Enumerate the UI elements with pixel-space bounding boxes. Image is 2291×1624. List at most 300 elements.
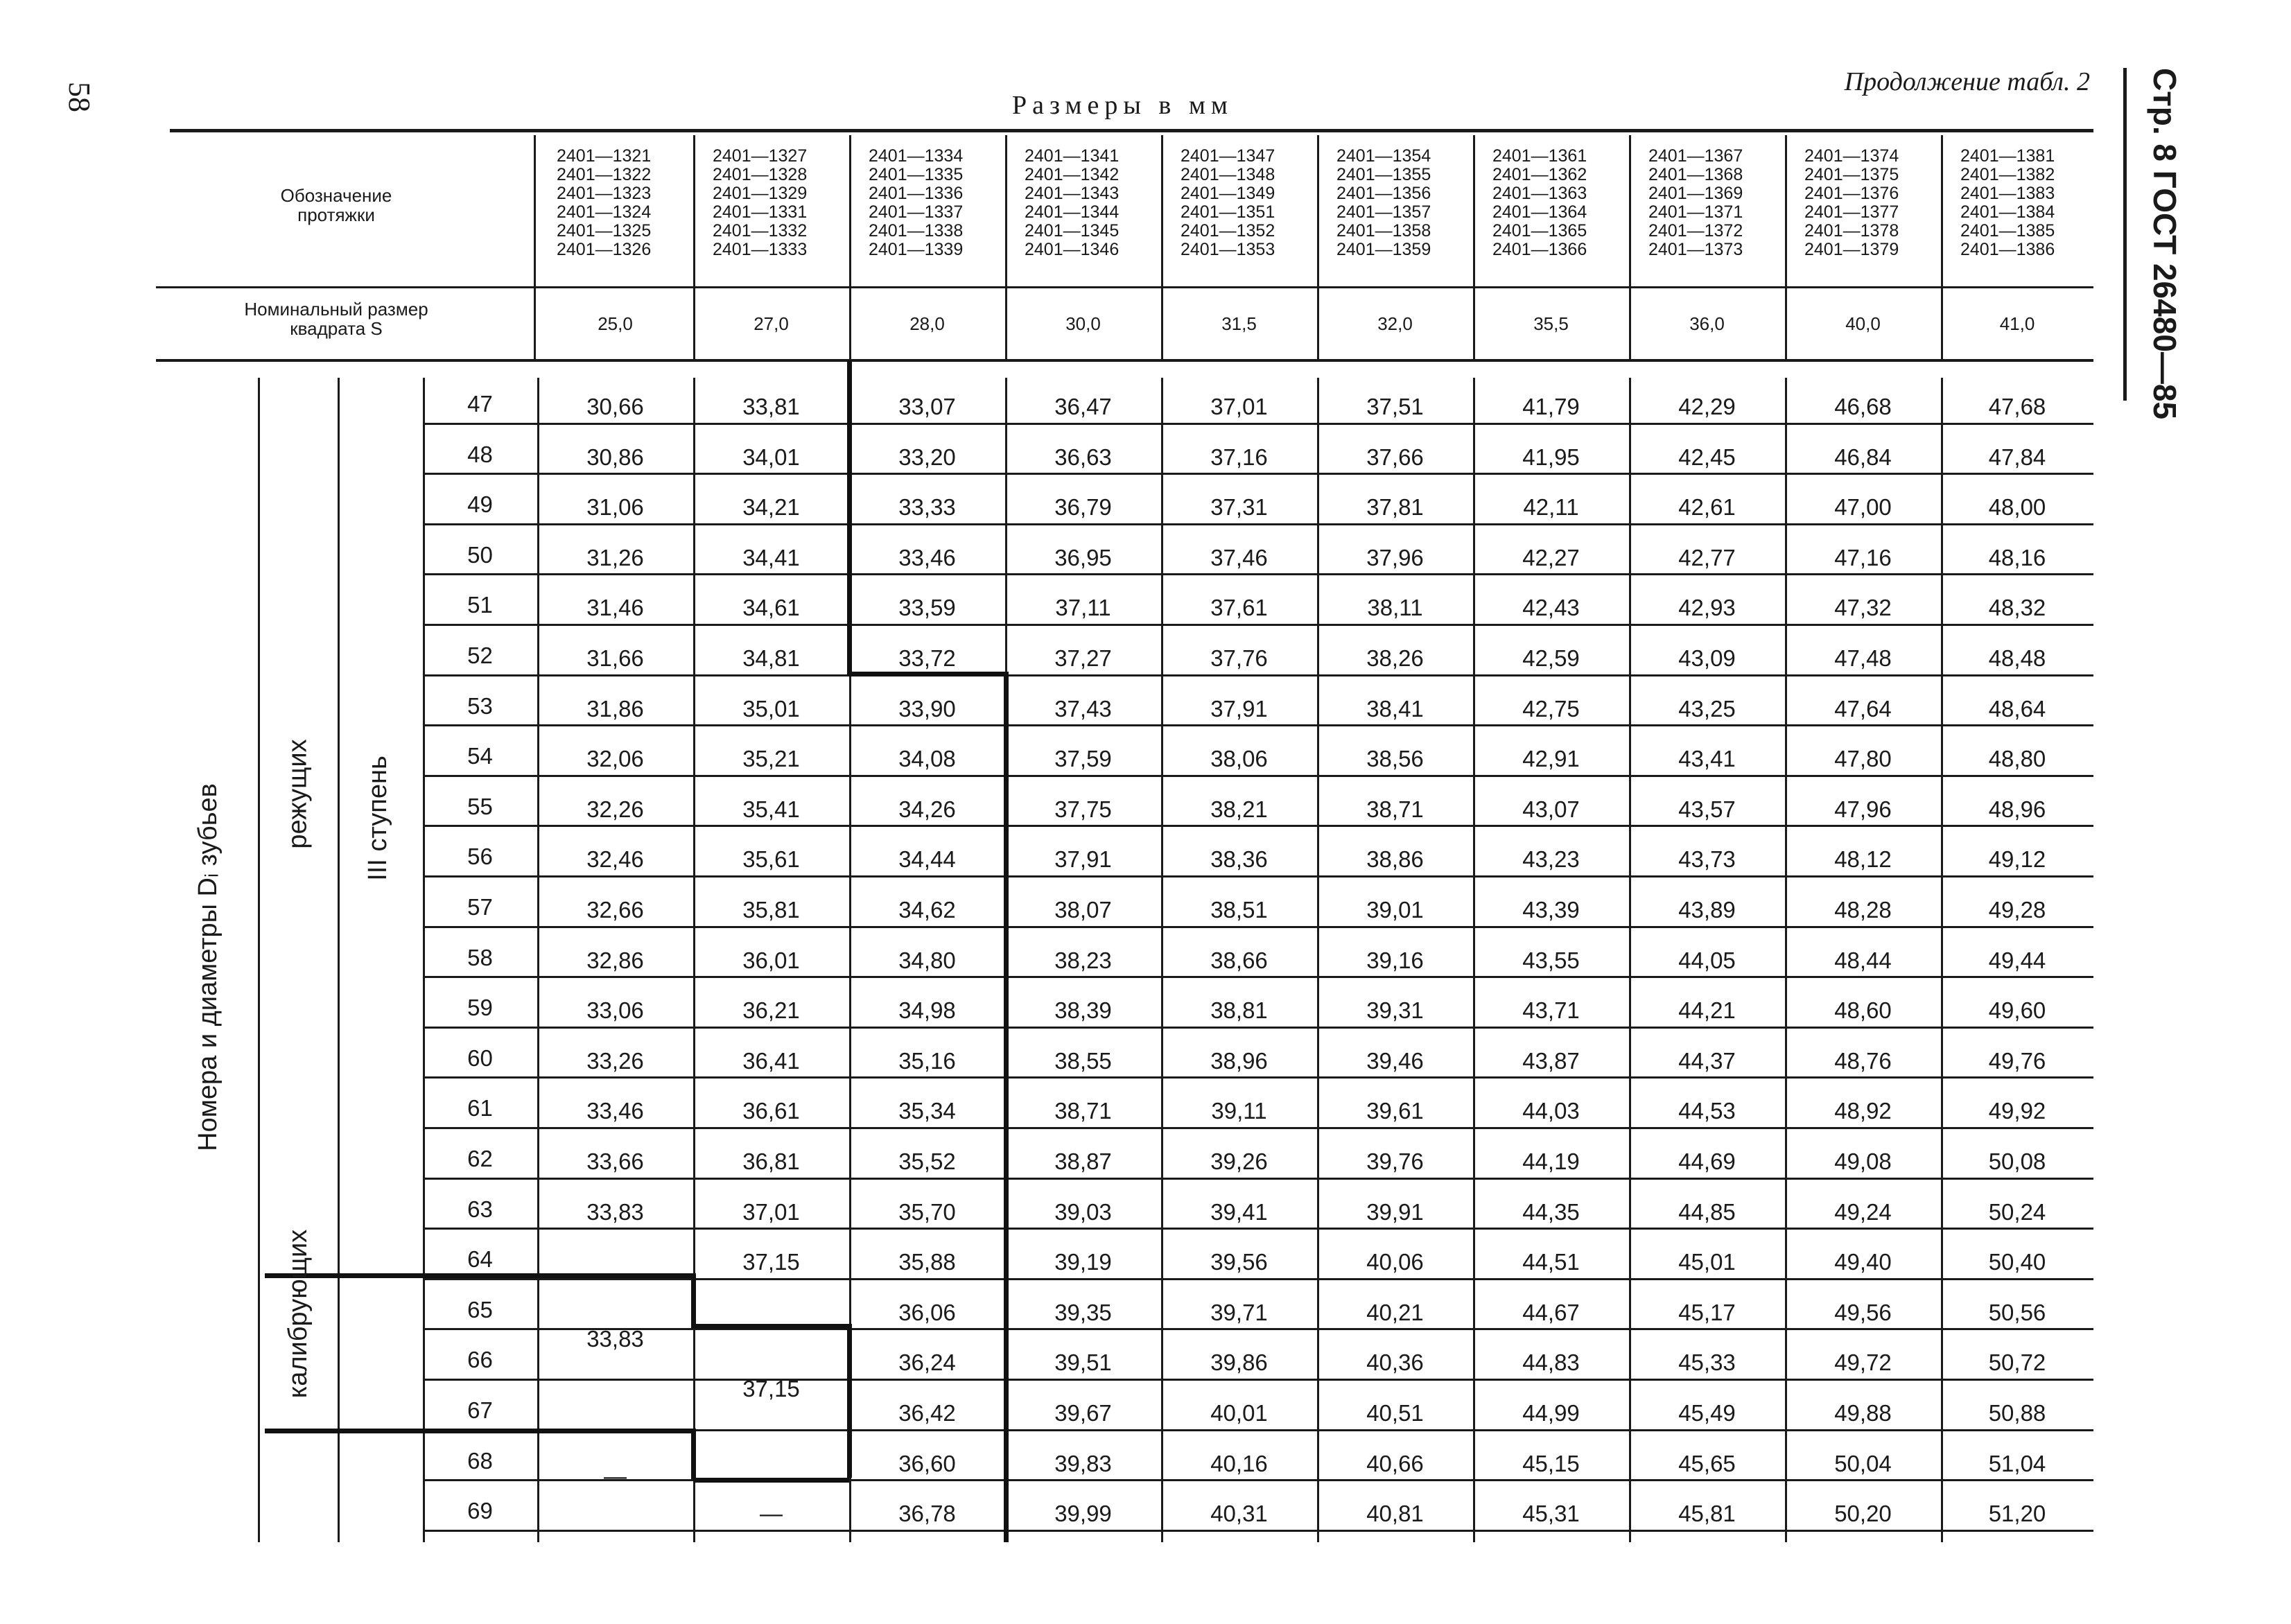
diameter-cell: 43,73 [1678,846,1736,873]
header-separator [534,135,536,359]
row-group-label: Номера и диаметры Dᵢ зубьев [193,783,223,1151]
diameter-cell: 39,16 [1366,947,1424,973]
diameter-cell: 36,60 [898,1450,956,1476]
diameter-cell: 38,55 [1054,1047,1112,1074]
tooth-number: 66 [467,1347,493,1373]
diameter-cell: 48,12 [1834,846,1892,873]
diameter-cell: 37,91 [1054,846,1112,873]
diameter-cell: 45,15 [1522,1450,1580,1476]
diameter-cell: 48,80 [1988,746,2046,772]
diameter-cell: 38,87 [1054,1149,1112,1174]
diameter-cell: 43,09 [1678,645,1736,671]
row-rule [423,1278,2093,1280]
diameter-cell: 36,63 [1054,444,1112,470]
broach-code: 2401—1383 [1960,184,2055,203]
diameter-cell: 40,66 [1366,1450,1424,1476]
diameter-cell: 48,60 [1834,997,1892,1024]
broach-code: 2401—1343 [1025,184,1120,203]
diameter-cell: 50,40 [1988,1249,2046,1275]
diameter-cell: 36,61 [742,1098,800,1124]
diameter-cell: 47,84 [1988,444,2046,470]
broach-code: 2401—1378 [1804,221,1899,241]
diameter-cell: 32,06 [586,746,644,772]
broach-code: 2401—1338 [869,221,964,241]
merged-calibrating-value-25: 33,83 [586,1325,644,1352]
diameter-cell: 43,39 [1522,897,1580,923]
diameter-cell: 45,17 [1678,1299,1736,1325]
column-codes [1336,147,1468,259]
diameter-cell: 44,53 [1678,1098,1736,1124]
diameter-cell: 47,32 [1834,595,1892,621]
tooth-number: 47 [467,391,493,417]
broach-code: 2401—1358 [1336,221,1431,241]
row-rule [423,976,2093,978]
diameter-cell: 37,51 [1366,394,1424,419]
step-boundary [1004,672,1009,1542]
diameter-cell: 36,79 [1054,494,1112,521]
calibrating-teeth-label: калибрующих [283,1229,313,1398]
diameter-cell: 37,15 [742,1249,800,1275]
diameter-cell: 42,59 [1522,645,1580,671]
diameter-cell: 37,75 [1054,796,1112,822]
broach-code: 2401—1354 [1336,146,1431,166]
diameter-cell: 45,65 [1678,1450,1736,1476]
step-boundary [847,672,1005,676]
diameter-cell: 39,51 [1054,1350,1112,1376]
column-codes [557,147,688,259]
tooth-number: 68 [467,1447,493,1474]
diameter-cell: 42,11 [1523,494,1579,521]
diameter-cell: 43,55 [1522,947,1580,973]
broach-code: 2401—1368 [1648,165,1743,184]
diameter-cell: 34,08 [898,746,956,772]
diameter-cell: 46,68 [1834,394,1892,419]
diameter-cell: 36,95 [1054,544,1112,570]
diameter-cell: 36,41 [742,1047,800,1074]
diameter-cell: 47,64 [1834,695,1892,722]
broach-code: 2401—1357 [1336,202,1431,222]
diameter-cell: 44,21 [1678,997,1736,1024]
diameter-cell: 37,31 [1210,494,1268,521]
diameter-cell: 35,52 [898,1149,956,1174]
row-rule [423,523,2093,525]
diameter-cell: 45,81 [1678,1501,1736,1527]
nominal-size-value: 25,0 [598,313,633,334]
stage-label: III ступень [363,755,392,881]
diameter-cell: 47,48 [1834,645,1892,671]
diameter-cell: 36,78 [898,1501,956,1527]
diameter-cell: 49,56 [1834,1299,1892,1325]
diameter-cell: 40,06 [1366,1249,1424,1275]
row-rule [423,1228,2093,1230]
row-rule [423,775,2093,777]
broach-code: 2401—1384 [1960,202,2055,222]
diameter-cell: 39,26 [1210,1149,1268,1174]
diameter-cell: 33,33 [898,494,956,521]
diameter-cell: 46,84 [1834,444,1892,470]
diameter-cell: 35,01 [742,695,800,722]
diameter-cell: 47,16 [1834,544,1892,570]
diameter-cell: 33,59 [898,595,956,621]
step-boundary [691,1429,696,1479]
broach-code: 2401—1353 [1181,240,1275,259]
diameter-cell: 37,59 [1054,746,1112,772]
diameter-cell: 33,81 [742,394,800,419]
diameter-cell: 31,86 [586,695,644,722]
diameter-cell: 44,99 [1522,1400,1580,1426]
tooth-number: 58 [467,944,493,970]
row-group-border [258,378,260,1542]
diameter-cell: 36,47 [1054,394,1112,419]
diameter-cell: 39,46 [1366,1047,1424,1074]
diameter-cell: 48,48 [1988,645,2046,671]
diameter-cell: 34,81 [742,645,800,671]
diameter-cell: 50,72 [1988,1350,2046,1376]
diameter-cell: 43,41 [1678,746,1736,772]
diameter-cell: 31,06 [586,494,644,521]
diameter-cell: 37,76 [1210,645,1268,671]
diameter-cell: 32,86 [586,947,644,973]
top-rule [170,129,2093,132]
broach-code: 2401—1386 [1960,240,2055,259]
row-rule [423,1027,2093,1029]
row-rule [423,624,2093,626]
diameter-cell: 45,31 [1522,1501,1580,1527]
diameter-cell: 36,06 [898,1299,956,1325]
diameter-cell: 42,91 [1522,746,1580,772]
diameter-cell: 41,79 [1522,394,1580,419]
tooth-number: 53 [467,692,493,719]
diameter-cell: 40,21 [1366,1299,1424,1325]
diameter-cell: 44,37 [1678,1047,1736,1074]
diameter-cell: 49,92 [1988,1098,2046,1124]
diameter-cell: 38,71 [1054,1098,1112,1124]
diameter-cell: 37,66 [1366,444,1424,470]
diameter-cell: 42,29 [1678,394,1736,419]
diameter-cell: 50,20 [1834,1501,1892,1527]
diameter-cell: 34,44 [898,846,956,873]
diameter-cell: 48,28 [1834,897,1892,923]
tooth-number: 61 [467,1095,493,1121]
diameter-cell: 42,27 [1522,544,1580,570]
diameter-cell: 43,87 [1522,1047,1580,1074]
diameter-cell: 37,81 [1366,494,1424,521]
diameter-cell: 38,86 [1366,846,1424,873]
diameter-cell: 33,07 [898,394,956,419]
step-boundary [265,1429,693,1433]
tooth-number: 50 [467,541,493,568]
broach-code: 2401—1336 [869,184,964,203]
diameter-cell: 51,04 [1988,1450,2046,1476]
broach-code: 2401—1327 [713,146,808,166]
diameter-cell: 43,57 [1678,796,1736,822]
tooth-number: 56 [467,844,493,870]
column-codes [713,147,844,259]
tooth-number: 69 [467,1498,493,1524]
diameter-cell: 39,99 [1054,1501,1112,1527]
diameter-cell: 49,44 [1988,947,2046,973]
diameter-cell: 48,64 [1988,695,2046,722]
header-bottom-rule [156,359,2093,362]
diameter-cell: 35,21 [742,746,800,772]
row-rule [423,1178,2093,1180]
diameter-cell: 33,66 [586,1149,644,1174]
diameter-cell: 42,93 [1678,595,1736,621]
step-boundary [691,1324,849,1329]
broach-code: 2401—1337 [869,202,964,222]
diameter-cell: 35,61 [742,846,800,873]
diameter-cell: 39,19 [1054,1249,1112,1275]
diameter-cell: 50,04 [1834,1450,1892,1476]
broach-code: 2401—1374 [1804,146,1899,166]
diameter-cell: 32,46 [586,846,644,873]
diameter-cell: 31,26 [586,544,644,570]
tooth-number: 51 [467,592,493,618]
diameter-cell: 33,06 [586,997,644,1024]
diameter-cell: 39,86 [1210,1350,1268,1376]
diameter-cell: 39,41 [1210,1198,1268,1225]
diameter-cell: 37,01 [1210,394,1268,419]
broach-code: 2401—1352 [1181,221,1275,241]
broach-code: 2401—1375 [1804,165,1899,184]
diameter-cell: 39,83 [1054,1450,1112,1476]
diameter-cell: 44,85 [1678,1198,1736,1225]
diameter-cell: 39,61 [1366,1098,1424,1124]
diameter-cell: 37,43 [1054,695,1112,722]
diameter-cell: 34,61 [742,595,800,621]
tooth-number: 57 [467,894,493,920]
diameter-cell: 43,71 [1522,997,1580,1024]
step-boundary [847,360,852,673]
diameter-cell: 33,46 [898,544,956,570]
diameter-cell: 32,66 [586,897,644,923]
diameter-cell: 49,40 [1834,1249,1892,1275]
diameter-cell: 44,03 [1522,1098,1580,1124]
diameter-cell: 33,26 [586,1047,644,1074]
diameter-cell: 38,36 [1210,846,1268,873]
diameter-cell: 37,01 [742,1198,800,1225]
broach-code: 2401—1321 [557,146,652,166]
row-rule [423,1127,2093,1129]
diameter-cell: 50,56 [1988,1299,2046,1325]
diameter-cell: 36,24 [898,1350,956,1376]
broach-code: 2401—1361 [1492,146,1587,166]
diameter-cell: 42,77 [1678,544,1736,570]
column-codes [1181,147,1312,259]
diameter-cell: 40,51 [1366,1400,1424,1426]
broach-code: 2401—1372 [1648,221,1743,241]
nominal-size-value: 36,0 [1689,313,1725,334]
page-number: 58 [62,82,96,112]
row-rule [423,926,2093,928]
row-group-border [338,378,340,1542]
diameter-cell: 39,76 [1366,1149,1424,1174]
nominal-size-value: 41,0 [1999,313,2035,334]
designation-header: Обозначение протяжки [280,185,392,225]
row-rule [423,573,2093,575]
diameter-cell: 38,71 [1366,796,1424,822]
broach-code: 2401—1377 [1804,202,1899,222]
diameter-cell: 40,36 [1366,1350,1424,1376]
broach-code: 2401—1328 [713,165,808,184]
broach-code: 2401—1325 [557,221,652,241]
nominal-size-value: 35,5 [1533,313,1569,334]
diameter-cell: 48,32 [1988,595,2046,621]
diameter-cell: 40,01 [1210,1400,1268,1426]
diameter-cell: 34,41 [742,544,800,570]
diameter-cell: 50,08 [1988,1149,2046,1174]
diameter-cell: 44,35 [1522,1198,1580,1225]
diameter-cell: 50,24 [1988,1198,2046,1225]
diameter-cell: 38,11 [1367,595,1423,621]
diameter-cell: 34,26 [898,796,956,822]
tooth-number: 64 [467,1246,493,1273]
diameter-cell: 36,42 [898,1400,956,1426]
diameter-cell: 35,16 [898,1047,956,1074]
dimensions-note: Размеры в мм [1012,91,1233,120]
diameter-cell: 34,62 [898,897,956,923]
row-rule [423,875,2093,878]
cutting-teeth-label: режущих [283,738,313,849]
column-codes [1025,147,1156,259]
diameter-cell: 39,03 [1054,1198,1112,1225]
broach-code: 2401—1347 [1181,146,1275,166]
broach-code: 2401—1346 [1025,240,1120,259]
diameter-cell: 34,98 [898,997,956,1024]
column-codes [1492,147,1624,259]
broach-code: 2401—1339 [869,240,964,259]
broach-code: 2401—1344 [1025,202,1120,222]
diameter-cell: 33,20 [898,444,956,470]
diameter-cell: 39,01 [1366,897,1424,923]
diameter-cell: 49,60 [1988,997,2046,1024]
nominal-size-value: 31,5 [1221,313,1257,334]
diameter-cell: 35,81 [742,897,800,923]
diameter-cell: 41,95 [1522,444,1580,470]
diameter-cell: 42,75 [1522,695,1580,722]
nominal-size-value: 32,0 [1377,313,1413,334]
nominal-size-value: 40,0 [1845,313,1881,334]
broach-code: 2401—1334 [869,146,964,166]
continuation-note: Продолжение табл. 2 [1844,67,2090,96]
column-codes [1648,147,1780,259]
diameter-cell: 43,23 [1522,846,1580,873]
broach-code: 2401—1373 [1648,240,1743,259]
diameter-cell: 39,71 [1210,1299,1268,1325]
diameter-cell: 33,90 [898,695,956,722]
diameter-cell: 44,67 [1522,1299,1580,1325]
step-boundary [691,1273,696,1328]
diameter-cell: 42,45 [1678,444,1736,470]
row-rule [423,1379,2093,1381]
step-boundary [693,1478,849,1483]
diameter-cell: 37,46 [1210,544,1268,570]
tooth-number: 59 [467,995,493,1021]
broach-code: 2401—1356 [1336,184,1431,203]
diameter-cell: 38,21 [1210,796,1268,822]
column-codes [1804,147,1936,259]
diameter-cell: 39,56 [1210,1249,1268,1275]
column-codes [1960,147,2092,259]
step-boundary [265,1273,693,1278]
broach-code: 2401—1351 [1181,202,1275,222]
diameter-cell: 45,49 [1678,1400,1736,1426]
diameter-cell: 38,56 [1366,746,1424,772]
diameter-cell: 47,00 [1834,494,1892,521]
broach-code: 2401—1366 [1492,240,1587,259]
diameter-cell: 43,07 [1522,796,1580,822]
diameter-cell: 31,66 [586,645,644,671]
row-rule [423,1530,2093,1532]
diameter-cell: 44,69 [1678,1149,1736,1174]
diameter-cell: 47,80 [1834,746,1892,772]
broach-code: 2401—1341 [1025,146,1120,166]
diameter-cell: 49,08 [1834,1149,1892,1174]
diameter-cell: 48,92 [1834,1098,1892,1124]
diameter-cell: 49,24 [1834,1198,1892,1225]
diameter-cell: 43,25 [1678,695,1736,722]
broach-code: 2401—1369 [1648,184,1743,203]
diameter-cell: 49,88 [1834,1400,1892,1426]
broach-code: 2401—1359 [1336,240,1431,259]
diameter-cell: 34,80 [898,947,956,973]
broach-code: 2401—1322 [557,165,652,184]
diameter-cell: 40,81 [1366,1501,1424,1527]
diameter-cell: 38,51 [1210,897,1268,923]
step-boundary [847,1324,852,1478]
row-rule [423,724,2093,726]
nominal-size-header: Номинальный размер квадрата S [244,299,428,339]
diameter-cell: 44,51 [1522,1249,1580,1275]
tooth-number: 54 [467,743,493,769]
broach-code: 2401—1331 [713,202,808,222]
diameter-cell: 40,31 [1210,1501,1268,1527]
diameter-cell: 34,01 [742,444,800,470]
row-rule [423,473,2093,475]
diameter-cell: 36,01 [742,947,800,973]
row-rule [423,1076,2093,1079]
broach-code: 2401—1363 [1492,184,1587,203]
broach-code: 2401—1364 [1492,202,1587,222]
tooth-number: 49 [467,491,493,518]
broach-code: 2401—1362 [1492,165,1587,184]
diameter-cell: 39,67 [1054,1400,1112,1426]
tooth-number: 55 [467,793,493,819]
broach-code: 2401—1381 [1960,146,2055,166]
diameter-cell: 49,72 [1834,1350,1892,1376]
diameter-cell: 38,23 [1054,947,1112,973]
row-rule [423,674,2093,676]
diameter-cell: 32,26 [586,796,644,822]
broach-code: 2401—1385 [1960,221,2055,241]
diameter-cell: 43,89 [1678,897,1736,923]
diameter-cell: 36,21 [742,997,800,1024]
tooth-number: 65 [467,1296,493,1322]
broach-code: 2401—1349 [1181,184,1275,203]
diameter-cell: 37,11 [1055,595,1111,621]
diameter-cell: 45,01 [1678,1249,1736,1275]
broach-code: 2401—1382 [1960,165,2055,184]
diameter-cell: 44,83 [1522,1350,1580,1376]
diameter-cell: 36,81 [742,1149,800,1174]
diameter-cell: 38,66 [1210,947,1268,973]
diameter-cell: 38,81 [1210,997,1268,1024]
column-codes [869,147,1000,259]
broach-code: 2401—1367 [1648,146,1743,166]
tooth-number: 60 [467,1045,493,1071]
diameter-cell: 37,16 [1210,444,1268,470]
diameter-cell: 39,91 [1366,1198,1424,1225]
